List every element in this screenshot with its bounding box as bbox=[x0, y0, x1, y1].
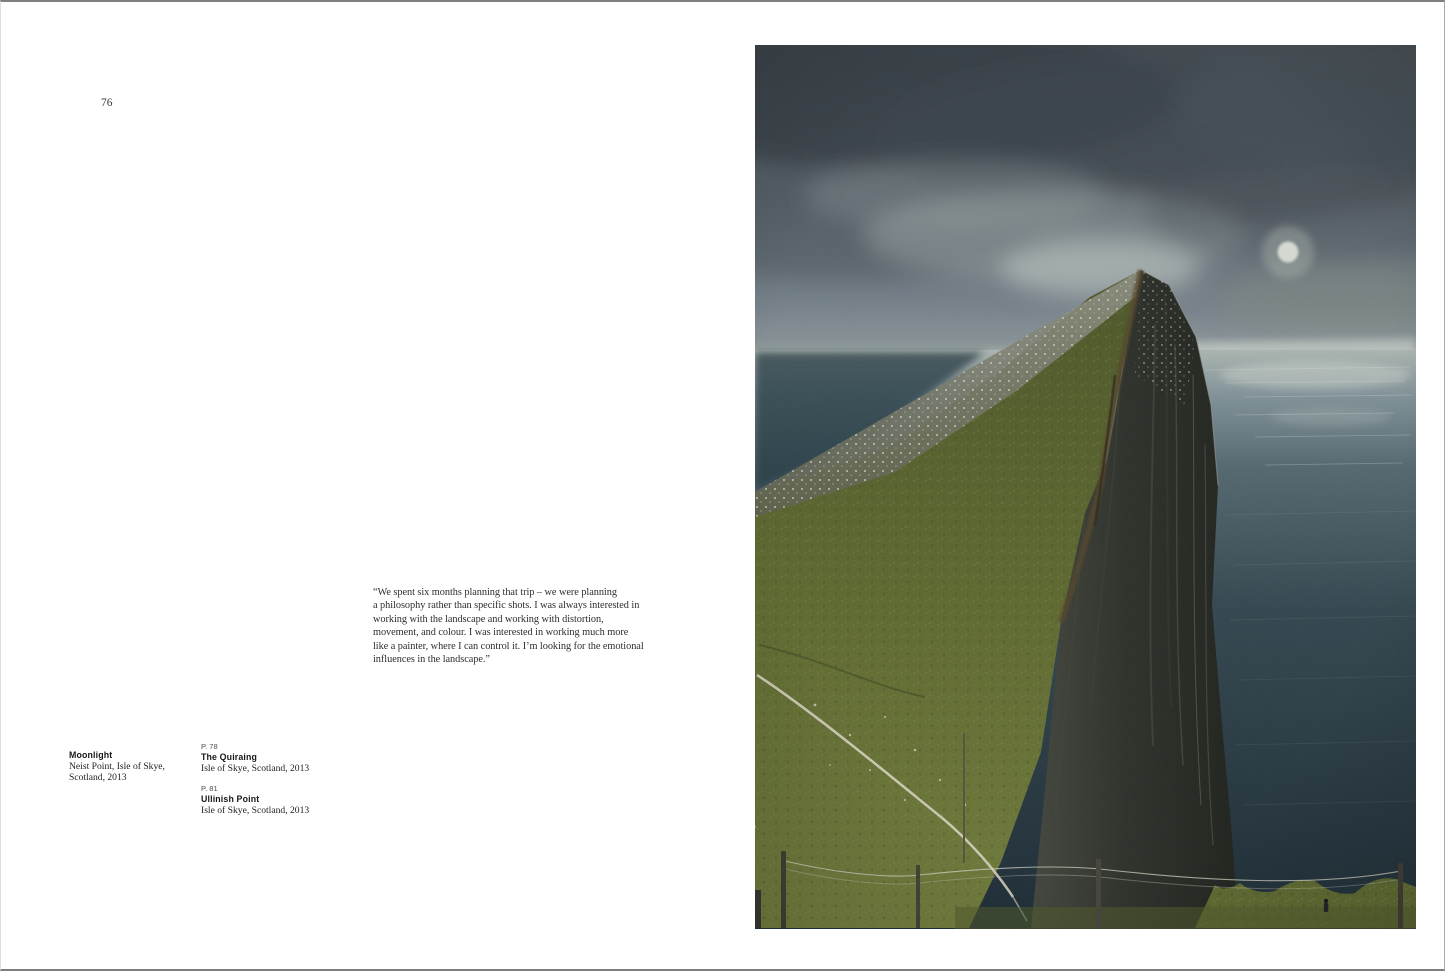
caption-page-ref: P. 78 bbox=[201, 742, 218, 751]
caption-ref-entry bbox=[201, 742, 309, 774]
quote-line: movement, and colour. I was interested in working much more bbox=[373, 627, 629, 639]
quote-line: like a painter, where I can control it. I’m looking for the emotional bbox=[373, 640, 644, 652]
quote-line: a philosophy rather than specific shots. I was always interested in bbox=[373, 600, 640, 612]
page-number: 76 bbox=[101, 97, 113, 109]
caption-primary bbox=[69, 750, 165, 784]
caption-page-ref: P. 81 bbox=[201, 784, 218, 794]
film-grain bbox=[755, 45, 1416, 929]
caption-detail: Isle of Skye, Scotland, 2013 bbox=[201, 805, 310, 817]
quote-line: “We spent six months planning that trip – we were planning bbox=[373, 587, 617, 598]
pull-quote bbox=[373, 586, 673, 666]
caption-detail: Neist Point, Isle of Skye, bbox=[69, 761, 165, 772]
caption-title: Moonlight bbox=[69, 750, 113, 760]
caption-references bbox=[201, 742, 309, 827]
caption-ref-entry bbox=[201, 784, 309, 816]
photograph-neist-point bbox=[755, 45, 1416, 929]
caption-title: Ullinish Point bbox=[201, 794, 260, 805]
caption-detail: Scotland, 2013 bbox=[69, 772, 127, 784]
quote-line: influences in the landscape.” bbox=[373, 654, 490, 666]
caption-detail: Isle of Skye, Scotland, 2013 bbox=[201, 763, 310, 774]
caption-title: The Quiraing bbox=[201, 752, 258, 762]
quote-line: working with the landscape and working with distortion, bbox=[373, 613, 604, 625]
photo-illustration bbox=[755, 45, 1416, 929]
